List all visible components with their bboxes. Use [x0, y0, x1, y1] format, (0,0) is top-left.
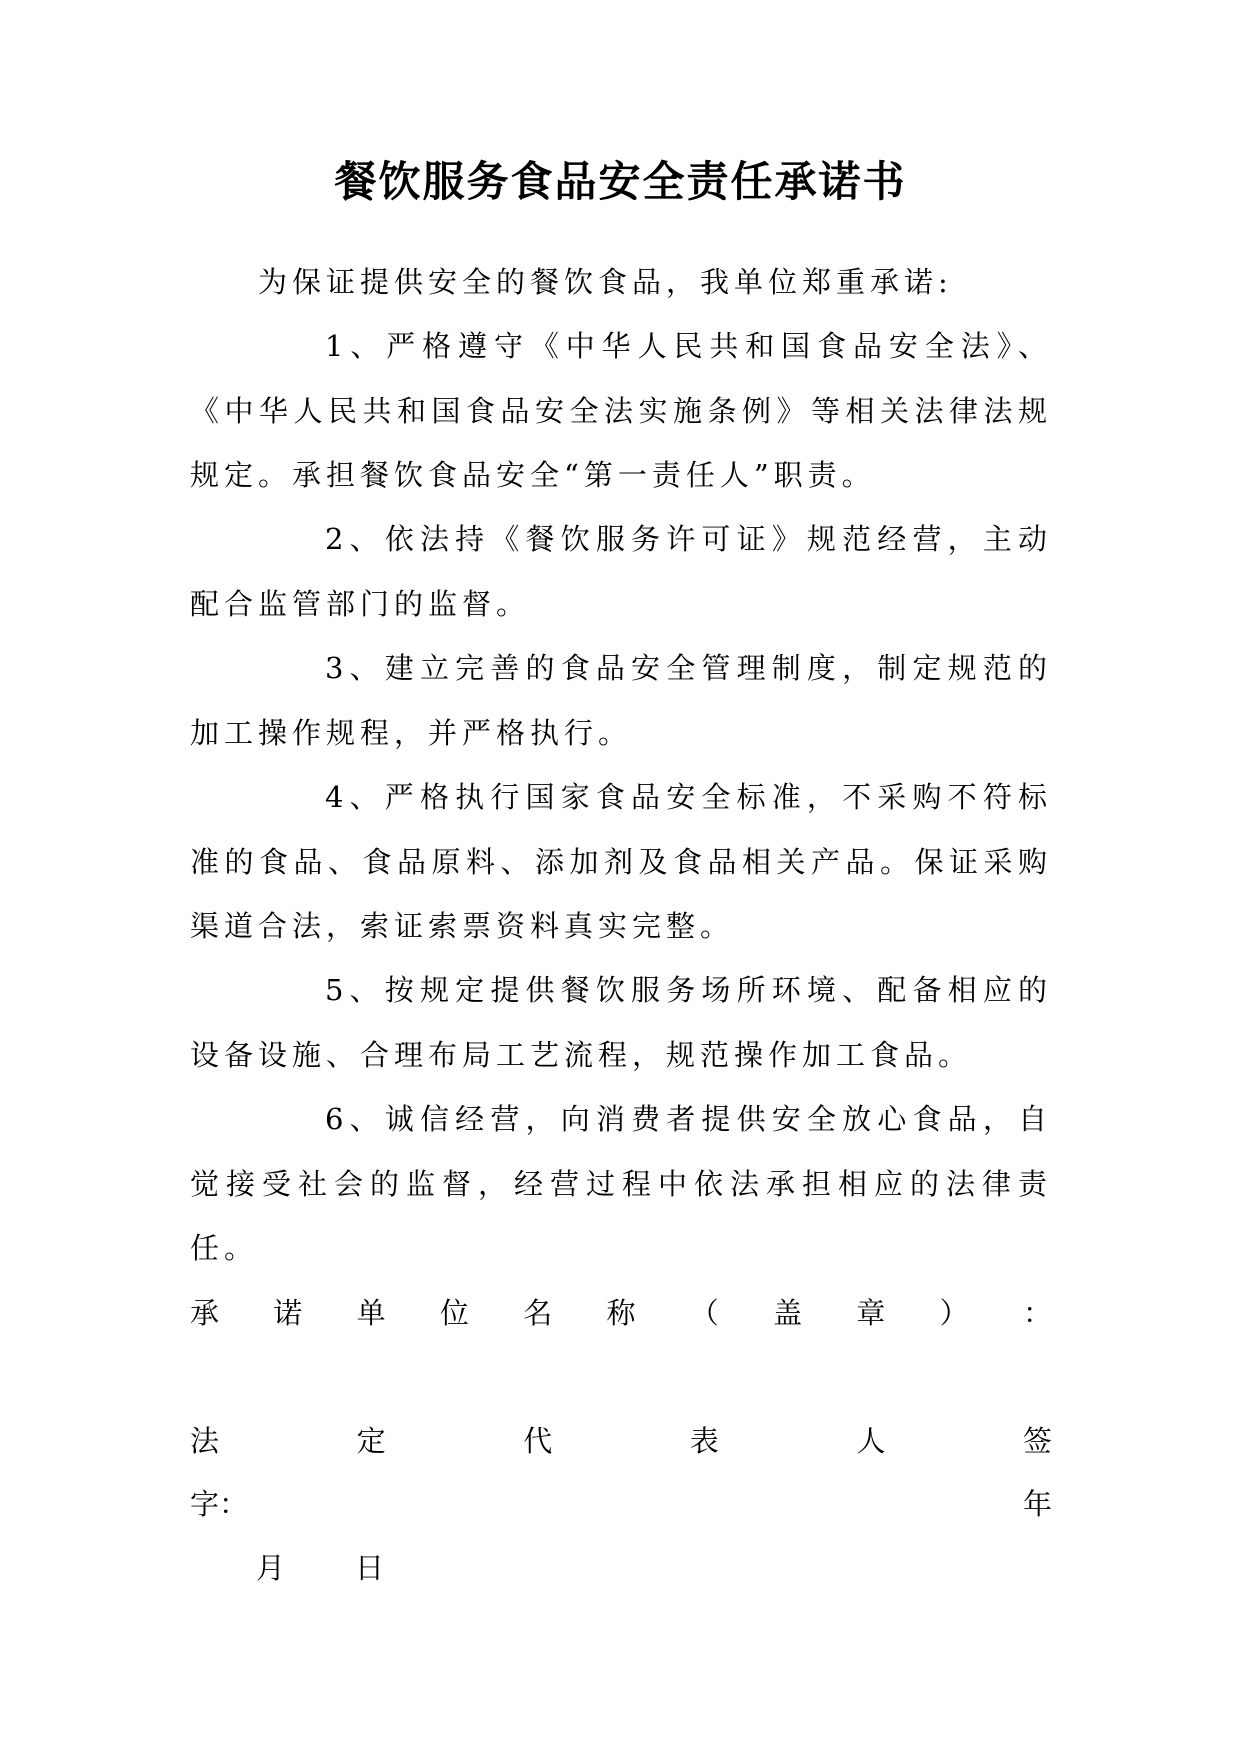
commitment-item-5: 5、按规定提供餐饮服务场所环境、配备相应的设备设施、合理布局工艺流程，规范操作加工食品。 — [190, 973, 1052, 1072]
signature-suffix-text: 字： — [190, 1487, 249, 1521]
signature-rep-char: 人 — [856, 1424, 886, 1458]
commitment-item-2: 2、依法持《餐饮服务许可证》规范经营，主动配合监管部门的监督。 — [190, 522, 1052, 621]
date-day-label: 日 — [355, 1551, 385, 1585]
signature-rep-char: 代 — [523, 1424, 553, 1458]
signature-rep-char: 定 — [356, 1424, 386, 1458]
intro-paragraph: 为保证提供安全的餐饮食品，我单位郑重承诺: — [258, 265, 953, 299]
signature-unit-char: 盖 — [773, 1296, 803, 1330]
signature-date-line — [190, 1484, 1052, 1524]
signature-rep-char: 法 — [190, 1424, 220, 1458]
signature-rep-char: 表 — [689, 1424, 719, 1458]
signature-unit-char: （ — [689, 1296, 719, 1330]
document-title: 餐饮服务食品安全责任承诺书 — [334, 157, 907, 206]
commitment-item-1: 1、严格遵守《中华人民共和国食品安全法》、《中华人民共和国食品安全法实施条例》等相关法律法规规定。承担餐饮食品安全“第一责任人”职责。 — [190, 329, 1052, 492]
date-year-label: 年 — [1022, 1487, 1052, 1521]
signature-unit-char: 章 — [856, 1296, 886, 1330]
signature-unit-char: 诺 — [273, 1296, 303, 1330]
date-month-label: 月 — [256, 1551, 286, 1585]
date-month-day-line — [256, 1548, 384, 1588]
signature-representative-line — [190, 1421, 1052, 1461]
signature-unit-char: 位 — [439, 1296, 469, 1330]
signature-rep-char: 签 — [1022, 1424, 1052, 1458]
signature-unit-char: ） — [939, 1296, 969, 1330]
signature-unit-char: 单 — [356, 1296, 386, 1330]
signature-unit-char: ： — [1022, 1296, 1052, 1330]
signature-unit-char: 名 — [523, 1296, 553, 1330]
commitment-item-4: 4、严格执行国家食品安全标准，不采购不符标准的食品、食品原料、添加剂及食品相关产品。保证采购渠道合法，索证索票资料真实完整。 — [190, 780, 1052, 943]
signature-unit-line — [190, 1293, 1052, 1333]
commitment-item-6: 6、诚信经营，向消费者提供安全放心食品，自觉接受社会的监督，经营过程中依法承担相应的法律责任。 — [190, 1102, 1052, 1265]
commitment-item-3: 3、建立完善的食品安全管理制度，制定规范的加工操作规程，并严格执行。 — [190, 651, 1052, 750]
signature-unit-char: 称 — [606, 1296, 636, 1330]
signature-unit-char: 承 — [190, 1296, 220, 1330]
